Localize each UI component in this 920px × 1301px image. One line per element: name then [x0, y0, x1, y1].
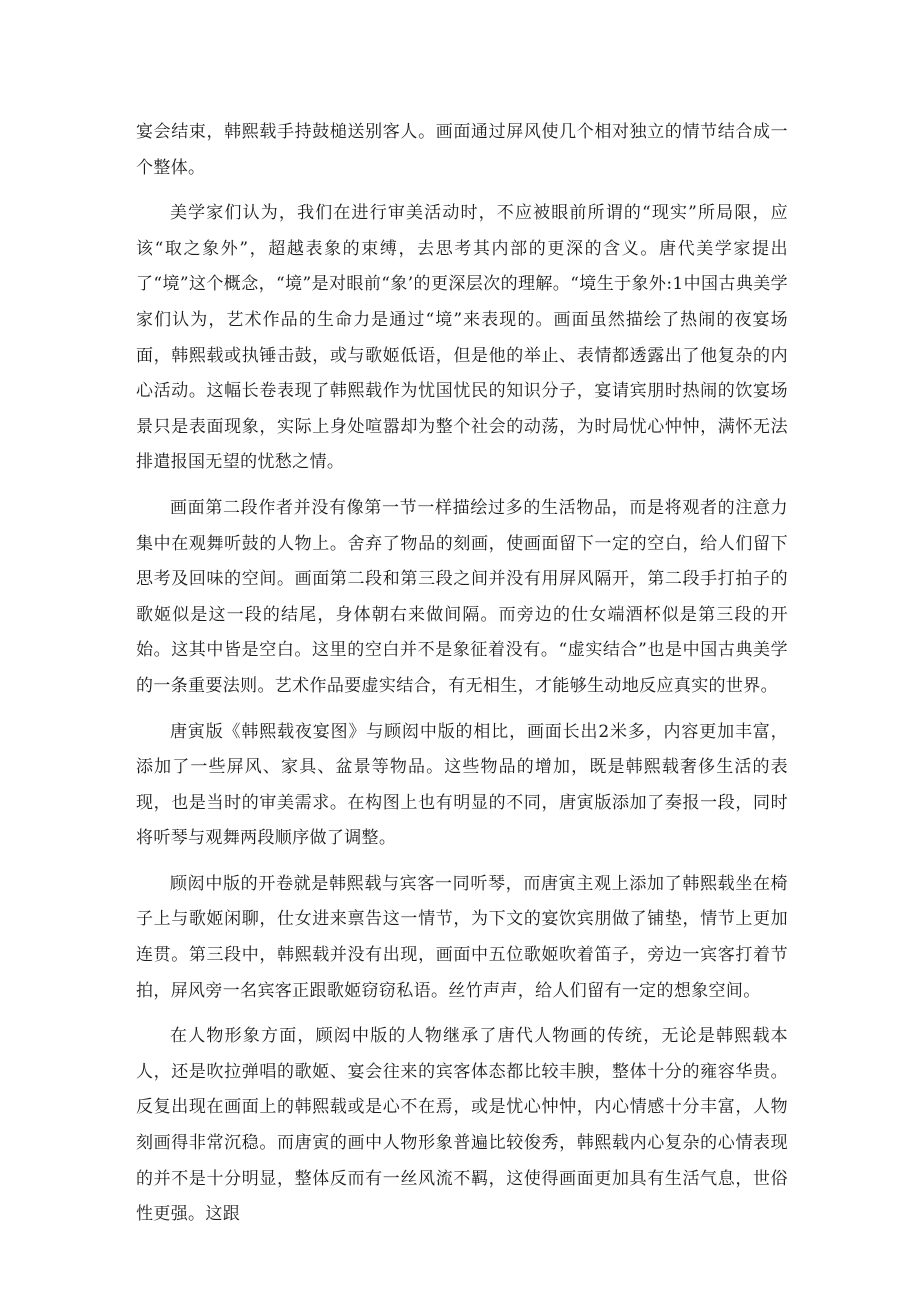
paragraph-2: 美学家们认为，我们在进行审美活动时，不应被眼前所谓的“现实”所局限，应该“取之象外”，超越表象的束缚，去思考其内部的更深的含义。唐代美学家提出了“境”这个概念，“境”是对眼前“象’的更深层次的理解。“境生于象外:1中国古典美学家们认为，艺术作品的生命力是通过“境”来表现的。画面虽然描绘了热闹的夜宴场面，韩熙载或执锤击鼓，或与歌姬低语，但是他的举止、表情都透露出了他复杂的内心活动。这幅长卷表现了韩熙载作为忧国忧民的知识分子，宴请宾朋时热闹的饮宴场景只是表面现象，实际上身处喧嚣却为整个社会的动荡，为时局忧心忡忡，满怀无法排遣报国无望的忧愁之情。 — [136, 203, 788, 473]
paragraph-5: 顾闳中版的开卷就是韩熙载与宾客一同听琴，而唐寅主观上添加了韩熙载坐在椅子上与歌姬闲聊，仕女进来禀告这一情节，为下文的宴饮宾朋做了铺垫，情节上更加连贯。第三段中，韩熙载并没有出现，画面中五位歌姬吹着笛子，旁边一宾客打着节拍，屏风旁一名宾客正跟歌姬窃窃私语。丝竹声声，给人们留有一定的想象空间。 — [136, 873, 788, 1001]
paragraph-gap — [136, 705, 788, 715]
paragraph-gap — [136, 1009, 788, 1019]
paragraph-gap — [136, 857, 788, 867]
paragraph-3: 画面第二段作者并没有像第一节一样描绘过多的生活物品，而是将观者的注意力集中在观舞听鼓的人物上。舍弃了物品的刻画，使画面留下一定的空白，给人们留下思考及回味的空间。画面第二段和第三段之间并没有用屏风隔开，第二段手打拍子的歌姬似是这一段的结尾，身体朝右来做间隔。而旁边的仕女端酒杯似是第三段的开始。这其中皆是空白。这里的空白并不是象征着没有。“虚实结合”也是中国古典美学的一条重要法则。艺术作品要虚实结合，有无相生，才能够生动地反应真实的世界。 — [136, 497, 788, 696]
paragraph-gap — [136, 481, 788, 491]
paragraph-gap — [136, 186, 788, 196]
paragraph-1: 宴会结束，韩熙载手持鼓槌送别客人。画面通过屏风使几个相对独立的情节结合成一个整体。 — [136, 122, 788, 178]
paragraph-4: 唐寅版《韩熙载夜宴图》与顾闳中版的相比，画面长出2米多，内容更加丰富，添加了一些屏风、家具、盆景等物品。这些物品的增加，既是韩熙载奢侈生活的表现，也是当时的审美需求。在构图上也有明显的不同，唐寅版添加了奏报一段，同时将听琴与观舞两段顺序做了调整。 — [136, 721, 788, 849]
paragraph-6: 在人物形象方面，顾闳中版的人物继承了唐代人物画的传统，无论是韩熙载本人，还是吹拉弹唱的歌姬、宴会往来的宾客体态都比较丰腴，整体十分的雍容华贵。反复出现在画面上的韩熙载或是心不在焉，或是忧心忡忡，内心情感十分丰富，人物刻画得非常沉稳。而唐寅的画中人物形象普遍比较俊秀，韩熙载内心复杂的心情表现的并不是十分明显，整体反而有一丝风流不羁，这使得画面更加具有生活气息，世俗性更强。这跟 — [136, 1026, 788, 1225]
